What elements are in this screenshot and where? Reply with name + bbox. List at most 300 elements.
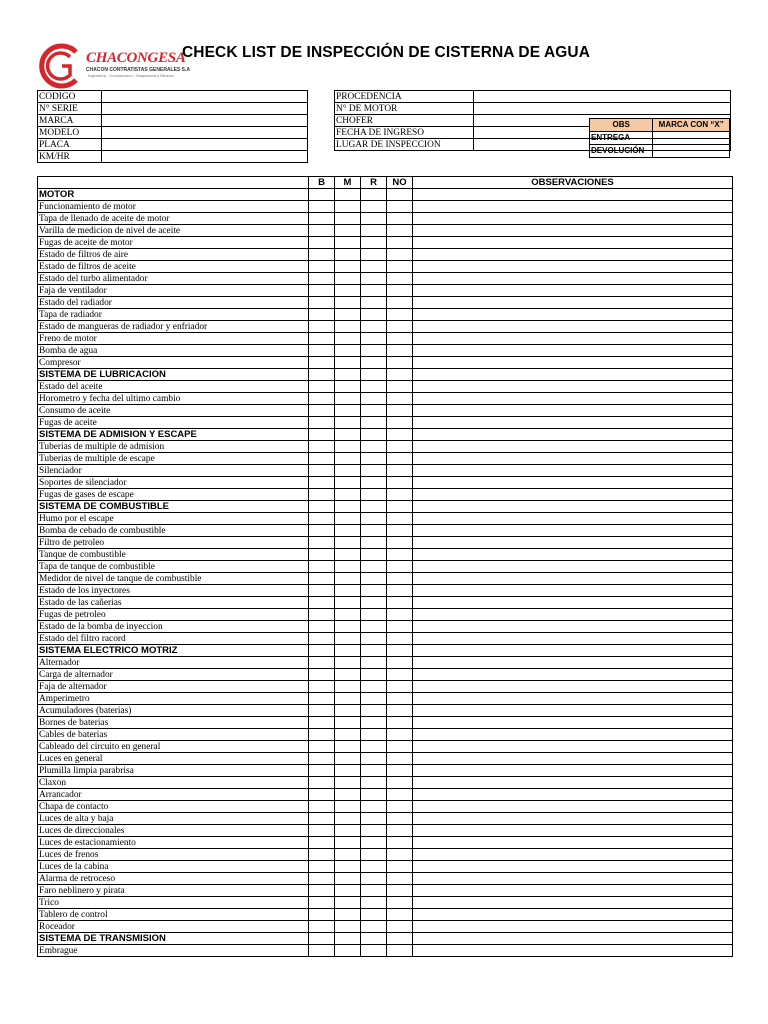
observaciones-cell[interactable] <box>413 201 733 213</box>
check-b-cell[interactable] <box>309 453 335 465</box>
observaciones-cell[interactable] <box>413 885 733 897</box>
check-no-cell[interactable] <box>387 213 413 225</box>
check-b-cell[interactable] <box>309 729 335 741</box>
check-no-cell[interactable] <box>387 837 413 849</box>
info-value-field[interactable] <box>102 115 308 127</box>
obs-row-field[interactable] <box>653 132 730 145</box>
check-b-cell[interactable] <box>309 861 335 873</box>
check-r-cell[interactable] <box>361 681 387 693</box>
check-m-cell[interactable] <box>335 309 361 321</box>
observaciones-cell[interactable] <box>413 513 733 525</box>
check-no-cell[interactable] <box>387 297 413 309</box>
check-r-cell[interactable] <box>361 489 387 501</box>
check-m-cell[interactable] <box>335 681 361 693</box>
check-m-cell[interactable] <box>335 321 361 333</box>
observaciones-cell[interactable] <box>413 285 733 297</box>
check-m-cell[interactable] <box>335 297 361 309</box>
info-value-field[interactable] <box>474 103 731 115</box>
check-m-cell[interactable] <box>335 285 361 297</box>
check-m-cell[interactable] <box>335 585 361 597</box>
observaciones-cell[interactable] <box>413 681 733 693</box>
check-b-cell[interactable] <box>309 669 335 681</box>
check-no-cell[interactable] <box>387 681 413 693</box>
check-b-cell[interactable] <box>309 681 335 693</box>
check-r-cell[interactable] <box>361 885 387 897</box>
check-b-cell[interactable] <box>309 945 335 957</box>
check-m-cell[interactable] <box>335 381 361 393</box>
check-r-cell[interactable] <box>361 897 387 909</box>
obs-row-field[interactable] <box>653 145 730 158</box>
check-r-cell[interactable] <box>361 909 387 921</box>
check-b-cell[interactable] <box>309 885 335 897</box>
check-m-cell[interactable] <box>335 897 361 909</box>
observaciones-cell[interactable] <box>413 837 733 849</box>
info-value-field[interactable] <box>102 127 308 139</box>
check-b-cell[interactable] <box>309 225 335 237</box>
info-value-field[interactable] <box>474 91 731 103</box>
observaciones-cell[interactable] <box>413 693 733 705</box>
check-r-cell[interactable] <box>361 453 387 465</box>
check-b-cell[interactable] <box>309 261 335 273</box>
check-m-cell[interactable] <box>335 849 361 861</box>
check-m-cell[interactable] <box>335 765 361 777</box>
check-no-cell[interactable] <box>387 621 413 633</box>
info-value-field[interactable] <box>102 103 308 115</box>
check-r-cell[interactable] <box>361 801 387 813</box>
info-value-field[interactable] <box>102 139 308 151</box>
check-b-cell[interactable] <box>309 789 335 801</box>
check-b-cell[interactable] <box>309 201 335 213</box>
check-no-cell[interactable] <box>387 789 413 801</box>
check-no-cell[interactable] <box>387 801 413 813</box>
observaciones-cell[interactable] <box>413 777 733 789</box>
check-b-cell[interactable] <box>309 357 335 369</box>
check-m-cell[interactable] <box>335 405 361 417</box>
check-r-cell[interactable] <box>361 921 387 933</box>
observaciones-cell[interactable] <box>413 765 733 777</box>
check-no-cell[interactable] <box>387 309 413 321</box>
check-r-cell[interactable] <box>361 213 387 225</box>
check-b-cell[interactable] <box>309 753 335 765</box>
check-b-cell[interactable] <box>309 633 335 645</box>
check-m-cell[interactable] <box>335 273 361 285</box>
observaciones-cell[interactable] <box>413 741 733 753</box>
check-no-cell[interactable] <box>387 549 413 561</box>
check-r-cell[interactable] <box>361 417 387 429</box>
observaciones-cell[interactable] <box>413 213 733 225</box>
check-no-cell[interactable] <box>387 825 413 837</box>
check-r-cell[interactable] <box>361 729 387 741</box>
observaciones-cell[interactable] <box>413 489 733 501</box>
check-m-cell[interactable] <box>335 753 361 765</box>
check-r-cell[interactable] <box>361 813 387 825</box>
check-b-cell[interactable] <box>309 381 335 393</box>
check-r-cell[interactable] <box>361 333 387 345</box>
check-m-cell[interactable] <box>335 201 361 213</box>
check-no-cell[interactable] <box>387 897 413 909</box>
observaciones-cell[interactable] <box>413 249 733 261</box>
observaciones-cell[interactable] <box>413 609 733 621</box>
check-b-cell[interactable] <box>309 213 335 225</box>
observaciones-cell[interactable] <box>413 813 733 825</box>
observaciones-cell[interactable] <box>413 825 733 837</box>
info-value-field[interactable] <box>102 91 308 103</box>
check-b-cell[interactable] <box>309 273 335 285</box>
check-no-cell[interactable] <box>387 261 413 273</box>
check-m-cell[interactable] <box>335 465 361 477</box>
check-r-cell[interactable] <box>361 549 387 561</box>
check-r-cell[interactable] <box>361 573 387 585</box>
check-no-cell[interactable] <box>387 441 413 453</box>
check-m-cell[interactable] <box>335 393 361 405</box>
check-r-cell[interactable] <box>361 717 387 729</box>
check-r-cell[interactable] <box>361 249 387 261</box>
check-r-cell[interactable] <box>361 465 387 477</box>
check-m-cell[interactable] <box>335 837 361 849</box>
observaciones-cell[interactable] <box>413 309 733 321</box>
observaciones-cell[interactable] <box>413 717 733 729</box>
check-m-cell[interactable] <box>335 249 361 261</box>
check-r-cell[interactable] <box>361 705 387 717</box>
observaciones-cell[interactable] <box>413 321 733 333</box>
check-m-cell[interactable] <box>335 441 361 453</box>
observaciones-cell[interactable] <box>413 597 733 609</box>
check-no-cell[interactable] <box>387 525 413 537</box>
check-b-cell[interactable] <box>309 345 335 357</box>
observaciones-cell[interactable] <box>413 441 733 453</box>
observaciones-cell[interactable] <box>413 477 733 489</box>
check-r-cell[interactable] <box>361 609 387 621</box>
observaciones-cell[interactable] <box>413 333 733 345</box>
check-r-cell[interactable] <box>361 537 387 549</box>
observaciones-cell[interactable] <box>413 561 733 573</box>
check-r-cell[interactable] <box>361 561 387 573</box>
check-no-cell[interactable] <box>387 321 413 333</box>
check-b-cell[interactable] <box>309 621 335 633</box>
check-no-cell[interactable] <box>387 357 413 369</box>
check-r-cell[interactable] <box>361 765 387 777</box>
check-m-cell[interactable] <box>335 453 361 465</box>
check-b-cell[interactable] <box>309 465 335 477</box>
observaciones-cell[interactable] <box>413 909 733 921</box>
check-r-cell[interactable] <box>361 585 387 597</box>
check-b-cell[interactable] <box>309 285 335 297</box>
check-b-cell[interactable] <box>309 249 335 261</box>
check-r-cell[interactable] <box>361 237 387 249</box>
check-b-cell[interactable] <box>309 549 335 561</box>
check-no-cell[interactable] <box>387 465 413 477</box>
check-no-cell[interactable] <box>387 249 413 261</box>
check-no-cell[interactable] <box>387 225 413 237</box>
check-b-cell[interactable] <box>309 765 335 777</box>
check-b-cell[interactable] <box>309 705 335 717</box>
check-no-cell[interactable] <box>387 417 413 429</box>
check-b-cell[interactable] <box>309 237 335 249</box>
check-r-cell[interactable] <box>361 945 387 957</box>
check-m-cell[interactable] <box>335 909 361 921</box>
check-r-cell[interactable] <box>361 273 387 285</box>
check-r-cell[interactable] <box>361 525 387 537</box>
observaciones-cell[interactable] <box>413 381 733 393</box>
check-m-cell[interactable] <box>335 477 361 489</box>
check-no-cell[interactable] <box>387 573 413 585</box>
check-no-cell[interactable] <box>387 849 413 861</box>
observaciones-cell[interactable] <box>413 861 733 873</box>
check-r-cell[interactable] <box>361 657 387 669</box>
check-m-cell[interactable] <box>335 525 361 537</box>
check-r-cell[interactable] <box>361 621 387 633</box>
check-m-cell[interactable] <box>335 573 361 585</box>
check-r-cell[interactable] <box>361 849 387 861</box>
check-r-cell[interactable] <box>361 297 387 309</box>
check-no-cell[interactable] <box>387 945 413 957</box>
observaciones-cell[interactable] <box>413 897 733 909</box>
check-r-cell[interactable] <box>361 753 387 765</box>
observaciones-cell[interactable] <box>413 549 733 561</box>
check-m-cell[interactable] <box>335 693 361 705</box>
check-no-cell[interactable] <box>387 693 413 705</box>
check-b-cell[interactable] <box>309 297 335 309</box>
check-no-cell[interactable] <box>387 873 413 885</box>
check-m-cell[interactable] <box>335 333 361 345</box>
check-m-cell[interactable] <box>335 213 361 225</box>
check-b-cell[interactable] <box>309 837 335 849</box>
check-m-cell[interactable] <box>335 861 361 873</box>
check-no-cell[interactable] <box>387 381 413 393</box>
check-no-cell[interactable] <box>387 861 413 873</box>
check-m-cell[interactable] <box>335 657 361 669</box>
check-no-cell[interactable] <box>387 597 413 609</box>
check-b-cell[interactable] <box>309 393 335 405</box>
check-b-cell[interactable] <box>309 897 335 909</box>
check-m-cell[interactable] <box>335 729 361 741</box>
check-b-cell[interactable] <box>309 873 335 885</box>
check-b-cell[interactable] <box>309 333 335 345</box>
check-no-cell[interactable] <box>387 657 413 669</box>
check-b-cell[interactable] <box>309 825 335 837</box>
observaciones-cell[interactable] <box>413 573 733 585</box>
observaciones-cell[interactable] <box>413 465 733 477</box>
observaciones-cell[interactable] <box>413 729 733 741</box>
observaciones-cell[interactable] <box>413 525 733 537</box>
check-no-cell[interactable] <box>387 237 413 249</box>
observaciones-cell[interactable] <box>413 921 733 933</box>
check-no-cell[interactable] <box>387 741 413 753</box>
check-b-cell[interactable] <box>309 573 335 585</box>
check-r-cell[interactable] <box>361 381 387 393</box>
check-no-cell[interactable] <box>387 405 413 417</box>
check-r-cell[interactable] <box>361 741 387 753</box>
check-b-cell[interactable] <box>309 813 335 825</box>
check-no-cell[interactable] <box>387 285 413 297</box>
check-no-cell[interactable] <box>387 729 413 741</box>
check-no-cell[interactable] <box>387 633 413 645</box>
check-r-cell[interactable] <box>361 633 387 645</box>
check-no-cell[interactable] <box>387 813 413 825</box>
check-b-cell[interactable] <box>309 477 335 489</box>
observaciones-cell[interactable] <box>413 537 733 549</box>
check-m-cell[interactable] <box>335 801 361 813</box>
observaciones-cell[interactable] <box>413 633 733 645</box>
check-b-cell[interactable] <box>309 921 335 933</box>
check-no-cell[interactable] <box>387 201 413 213</box>
observaciones-cell[interactable] <box>413 621 733 633</box>
check-m-cell[interactable] <box>335 777 361 789</box>
check-b-cell[interactable] <box>309 441 335 453</box>
check-no-cell[interactable] <box>387 561 413 573</box>
check-b-cell[interactable] <box>309 405 335 417</box>
observaciones-cell[interactable] <box>413 945 733 957</box>
check-b-cell[interactable] <box>309 537 335 549</box>
observaciones-cell[interactable] <box>413 849 733 861</box>
check-no-cell[interactable] <box>387 273 413 285</box>
check-r-cell[interactable] <box>361 873 387 885</box>
check-r-cell[interactable] <box>361 597 387 609</box>
check-no-cell[interactable] <box>387 333 413 345</box>
check-b-cell[interactable] <box>309 777 335 789</box>
observaciones-cell[interactable] <box>413 705 733 717</box>
check-b-cell[interactable] <box>309 657 335 669</box>
check-no-cell[interactable] <box>387 753 413 765</box>
check-m-cell[interactable] <box>335 669 361 681</box>
observaciones-cell[interactable] <box>413 297 733 309</box>
check-m-cell[interactable] <box>335 813 361 825</box>
check-b-cell[interactable] <box>309 561 335 573</box>
observaciones-cell[interactable] <box>413 585 733 597</box>
observaciones-cell[interactable] <box>413 237 733 249</box>
check-r-cell[interactable] <box>361 693 387 705</box>
check-m-cell[interactable] <box>335 261 361 273</box>
check-r-cell[interactable] <box>361 357 387 369</box>
observaciones-cell[interactable] <box>413 753 733 765</box>
observaciones-cell[interactable] <box>413 453 733 465</box>
check-b-cell[interactable] <box>309 693 335 705</box>
check-r-cell[interactable] <box>361 837 387 849</box>
check-b-cell[interactable] <box>309 849 335 861</box>
observaciones-cell[interactable] <box>413 417 733 429</box>
check-r-cell[interactable] <box>361 345 387 357</box>
check-r-cell[interactable] <box>361 309 387 321</box>
check-no-cell[interactable] <box>387 765 413 777</box>
check-m-cell[interactable] <box>335 705 361 717</box>
check-r-cell[interactable] <box>361 789 387 801</box>
check-b-cell[interactable] <box>309 801 335 813</box>
check-r-cell[interactable] <box>361 261 387 273</box>
check-m-cell[interactable] <box>335 945 361 957</box>
check-m-cell[interactable] <box>335 741 361 753</box>
observaciones-cell[interactable] <box>413 789 733 801</box>
check-no-cell[interactable] <box>387 477 413 489</box>
check-r-cell[interactable] <box>361 441 387 453</box>
check-no-cell[interactable] <box>387 453 413 465</box>
check-no-cell[interactable] <box>387 585 413 597</box>
observaciones-cell[interactable] <box>413 345 733 357</box>
check-r-cell[interactable] <box>361 201 387 213</box>
check-no-cell[interactable] <box>387 609 413 621</box>
check-no-cell[interactable] <box>387 489 413 501</box>
check-b-cell[interactable] <box>309 513 335 525</box>
check-no-cell[interactable] <box>387 909 413 921</box>
check-no-cell[interactable] <box>387 513 413 525</box>
check-m-cell[interactable] <box>335 489 361 501</box>
check-no-cell[interactable] <box>387 777 413 789</box>
observaciones-cell[interactable] <box>413 261 733 273</box>
observaciones-cell[interactable] <box>413 873 733 885</box>
check-no-cell[interactable] <box>387 717 413 729</box>
check-m-cell[interactable] <box>335 237 361 249</box>
info-value-field[interactable] <box>102 151 308 163</box>
check-m-cell[interactable] <box>335 345 361 357</box>
check-m-cell[interactable] <box>335 549 361 561</box>
check-b-cell[interactable] <box>309 717 335 729</box>
check-r-cell[interactable] <box>361 825 387 837</box>
check-m-cell[interactable] <box>335 873 361 885</box>
check-m-cell[interactable] <box>335 597 361 609</box>
check-b-cell[interactable] <box>309 489 335 501</box>
observaciones-cell[interactable] <box>413 225 733 237</box>
check-b-cell[interactable] <box>309 321 335 333</box>
observaciones-cell[interactable] <box>413 405 733 417</box>
check-m-cell[interactable] <box>335 513 361 525</box>
observaciones-cell[interactable] <box>413 657 733 669</box>
check-no-cell[interactable] <box>387 885 413 897</box>
check-b-cell[interactable] <box>309 525 335 537</box>
check-m-cell[interactable] <box>335 717 361 729</box>
observaciones-cell[interactable] <box>413 393 733 405</box>
check-r-cell[interactable] <box>361 669 387 681</box>
check-r-cell[interactable] <box>361 861 387 873</box>
check-m-cell[interactable] <box>335 561 361 573</box>
check-b-cell[interactable] <box>309 417 335 429</box>
observaciones-cell[interactable] <box>413 273 733 285</box>
observaciones-cell[interactable] <box>413 357 733 369</box>
check-no-cell[interactable] <box>387 537 413 549</box>
check-m-cell[interactable] <box>335 633 361 645</box>
check-b-cell[interactable] <box>309 609 335 621</box>
check-b-cell[interactable] <box>309 597 335 609</box>
check-no-cell[interactable] <box>387 669 413 681</box>
check-m-cell[interactable] <box>335 825 361 837</box>
observaciones-cell[interactable] <box>413 801 733 813</box>
check-m-cell[interactable] <box>335 621 361 633</box>
check-r-cell[interactable] <box>361 225 387 237</box>
check-m-cell[interactable] <box>335 537 361 549</box>
check-b-cell[interactable] <box>309 909 335 921</box>
check-m-cell[interactable] <box>335 789 361 801</box>
check-no-cell[interactable] <box>387 705 413 717</box>
check-no-cell[interactable] <box>387 921 413 933</box>
observaciones-cell[interactable] <box>413 669 733 681</box>
check-b-cell[interactable] <box>309 741 335 753</box>
check-r-cell[interactable] <box>361 393 387 405</box>
check-m-cell[interactable] <box>335 417 361 429</box>
check-m-cell[interactable] <box>335 357 361 369</box>
check-r-cell[interactable] <box>361 777 387 789</box>
check-r-cell[interactable] <box>361 405 387 417</box>
check-m-cell[interactable] <box>335 609 361 621</box>
check-b-cell[interactable] <box>309 585 335 597</box>
check-b-cell[interactable] <box>309 309 335 321</box>
check-no-cell[interactable] <box>387 393 413 405</box>
check-m-cell[interactable] <box>335 921 361 933</box>
check-no-cell[interactable] <box>387 345 413 357</box>
check-r-cell[interactable] <box>361 477 387 489</box>
check-r-cell[interactable] <box>361 285 387 297</box>
check-m-cell[interactable] <box>335 885 361 897</box>
check-r-cell[interactable] <box>361 321 387 333</box>
check-r-cell[interactable] <box>361 513 387 525</box>
check-m-cell[interactable] <box>335 225 361 237</box>
